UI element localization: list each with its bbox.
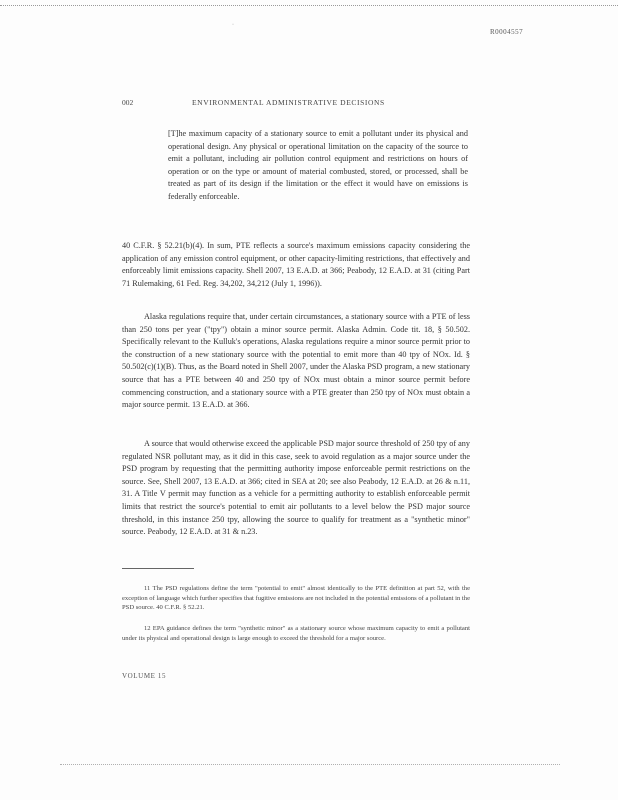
block-quote: [T]he maximum capacity of a stationary source to emit a pollutant under its physical and operational design. Any physical or operational limitation on the capacity of the source to emit a pollutant, including air pollution control equipment and restrictions on hours of operation or on the type or amount of material combusted, stored, or processed, shall be treated as part of its design if the limitation or the effect it would have on emissions is federally enforceable.	[168, 129, 468, 201]
paragraph-pte-summary: 40 C.F.R. § 52.21(b)(4). In sum, PTE reflects a source's maximum emissions capacity considering the application of any emission control equipment, or other capacity-limiting restrictions, that effectively and enforceably limit emissions capacity. Shell 2007, 13 E.A.D. at 366; Peabody, 12 E.A.D. at 31 (citing Part 71 Rulemaking, 61 Fed. Reg. 34,202, 34,212 (July 1, 1996)).	[122, 241, 470, 288]
page-number: 002	[122, 98, 134, 107]
paragraph-synthetic-minor: A source that would otherwise exceed the applicable PSD major source threshold of 250 tpy of any regulated NSR pollutant may, as it did in this case, seek to avoid regulation as a major source under the PSD program by requesting that the permitting authority impose enforceable permit restrictions on the source. See, Shell 2007, 13 E.A.D. at 366; cited in SEA at 20; see also Peabody, 12 E.A.D. at 26 & n.11, 31. A Title V permit may function as a vehicle for a permitting authority to establish enforceable permit limits that restrict the source's potential to emit air pollutants to a level below the PSD major source threshold, in this instance 250 tpy, allowing the source to qualify for treatment as a "synthetic minor" source. Peabody, 12 E.A.D. at 31 & n.23.	[122, 439, 470, 537]
footnote-11: 11 The PSD regulations define the term "potential to emit" almost identically to the PTE definition at part 52, with the exception of language which further specifies that fugitive emissions are not included in the potential emissions of a pollutant in the PSD source. 40 C.F.R. § 52.21.	[122, 585, 470, 612]
running-head: ENVIRONMENTAL ADMINISTRATIVE DECISIONS	[192, 98, 385, 107]
scan-edge-top	[0, 5, 618, 6]
scan-speck: ·	[232, 22, 234, 28]
footnote-divider	[122, 568, 194, 569]
scan-edge-bottom	[60, 764, 560, 765]
document-id: R0004557	[490, 28, 524, 36]
footnote-12: 12 EPA guidance defines the term "synthetic minor" as a stationary source whose maximum capacity to emit a pollutant under its physical and operational design is large enough to exceed the threshold for a major source.	[122, 625, 470, 642]
volume-label: VOLUME 15	[122, 672, 167, 680]
paragraph-alaska-regulations: Alaska regulations require that, under certain circumstances, a stationary source with a PTE of less than 250 tons per year ("tpy") obtain a minor source permit. Alaska Admin. Code tit. 18, § 50.502. Specifically relevant to the Kulluk's operations, Alaska regulations require a minor source permit prior to the construction of a new stationary source with the potential to emit more than 40 tpy of NOx. Id. § 50.502(c)(1)(B). Thus, as the Board noted in Shell 2007, under the Alaska PSD program, a new stationary source that has a PTE between 40 and 250 tpy of NOx must obtain a minor source permit before commencing construction, and a stationary source with a PTE greater than 250 tpy of NOx must obtain a major source permit. 13 E.A.D. at 366.	[122, 312, 470, 410]
